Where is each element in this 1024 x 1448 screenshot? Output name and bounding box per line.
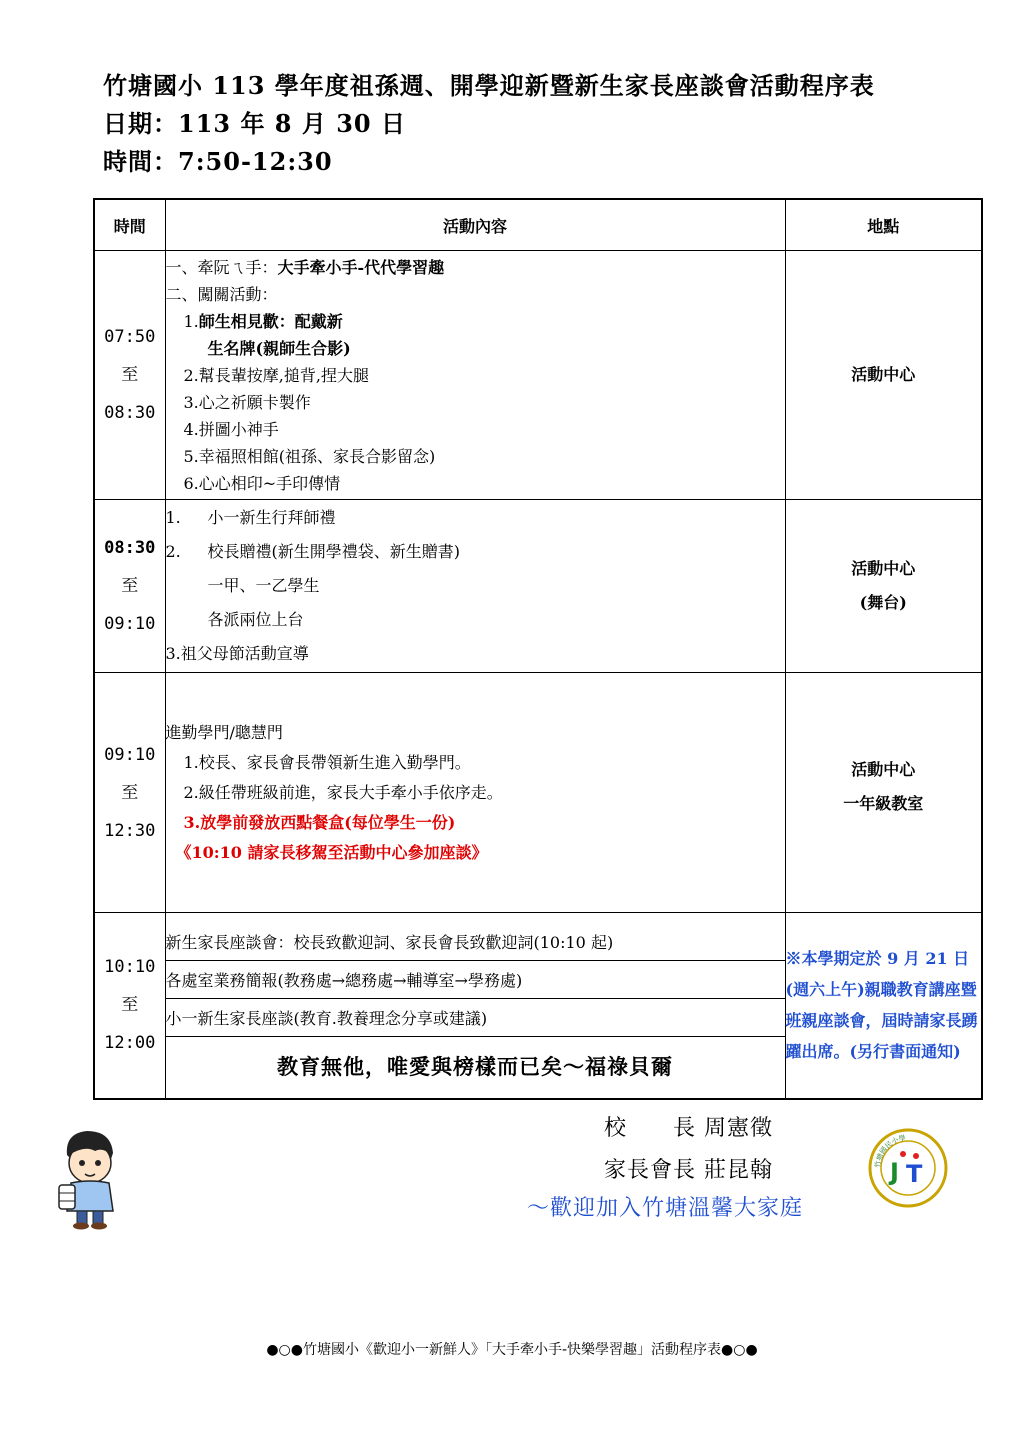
note-text: ※本學期定於 9 月 21 日(週六上午)親職教育講座暨班親座談會，屆時請家長踴躍出席。(另行書面通知) <box>785 913 982 1099</box>
place-cell: 活動中心 (舞台) <box>785 500 982 673</box>
header-place: 地點 <box>785 199 982 251</box>
svg-text:J: J <box>890 1158 899 1186</box>
table-header-row <box>94 199 982 251</box>
list-item: 小一新生家長座談(教育.教養理念分享或建議) <box>166 999 785 1037</box>
footer-text: ●○●竹塘國小《歡迎小一新鮮人》「大手牽小手-快樂學習趣」活動程序表●○● <box>266 1342 758 1358</box>
welcome-slogan: ～歡迎加入竹塘溫馨大家庭 <box>527 1196 804 1221</box>
activity-cell: 進勤學門/聰慧門 1.校長、家長會長帶領新生進入勤學門。 2.級任帶班級前進，家長大手牽小手依序走。 3.放學前發放西點餐盒(每位學生一份) 《10:10 請家長移駕至活動中心參加座談》 <box>165 673 785 913</box>
activity-cell <box>165 913 785 1099</box>
svg-text:竹塘國民小學: 竹塘國民小學 <box>873 1133 907 1169</box>
header-activity: 活動內容 <box>165 199 785 251</box>
place-cell: 活動中心 一年級教室 <box>785 673 982 913</box>
time-cell: 09:10 至 12:30 <box>94 673 165 913</box>
program-table <box>93 198 983 1100</box>
time-cell: 07:50 至 08:30 <box>94 251 165 500</box>
pta-chair-signature: 家長會長 莊昆翰 <box>604 1158 773 1183</box>
event-date: 日期：113 年 8 月 30 日 <box>103 109 406 138</box>
list-item: 新生家長座談會：校長致歡迎詞、家長會長致歡迎詞(10:10 起) <box>166 923 785 961</box>
list-item: 各處室業務簡報(教務處→總務處→輔導室→學務處) <box>166 961 785 999</box>
header-time: 時間 <box>94 199 165 251</box>
activity-cell: 一、牽阮ㄟ手：大手牽小手-代代學習趣 二、闖關活動： 1.師生相見歡：配戴新 生名牌(親師生合影) 2.幫長輩按摩,搥背,捏大腿 3.心之祈願卡製作 4.拼圖小神手 5.幸福照相館(祖孫、家長合影留念) 6.心心相印~手印傳情 <box>165 251 785 500</box>
table-row <box>94 673 982 913</box>
motto-text: 教育無他，唯愛與榜樣而已矣～福祿貝爾 <box>166 1037 785 1096</box>
place-cell: 活動中心 <box>785 251 982 500</box>
time-cell: 10:10 至 12:00 <box>94 913 165 1099</box>
school-logo-icon <box>868 1128 948 1208</box>
table-row <box>94 913 982 1099</box>
svg-text:T: T <box>906 1160 923 1188</box>
cartoon-boy-icon <box>55 1125 125 1230</box>
principal-signature: 校 長 周憲徵 <box>604 1116 773 1141</box>
table-row <box>94 251 982 500</box>
event-time: 時間：7:50-12:30 <box>103 147 333 176</box>
time-cell: 08:30 至 09:10 <box>94 500 165 673</box>
table-row <box>94 500 982 673</box>
activity-cell: 1. 小一新生行拜師禮 2. 校長贈禮(新生開學禮袋、新生贈書) 一甲、一乙學生 各派兩位上台 3.祖父母節活動宣導 <box>165 500 785 673</box>
page-title: 竹塘國小 113 學年度祖孫週、開學迎新暨新生家長座談會活動程序表 <box>103 71 875 100</box>
